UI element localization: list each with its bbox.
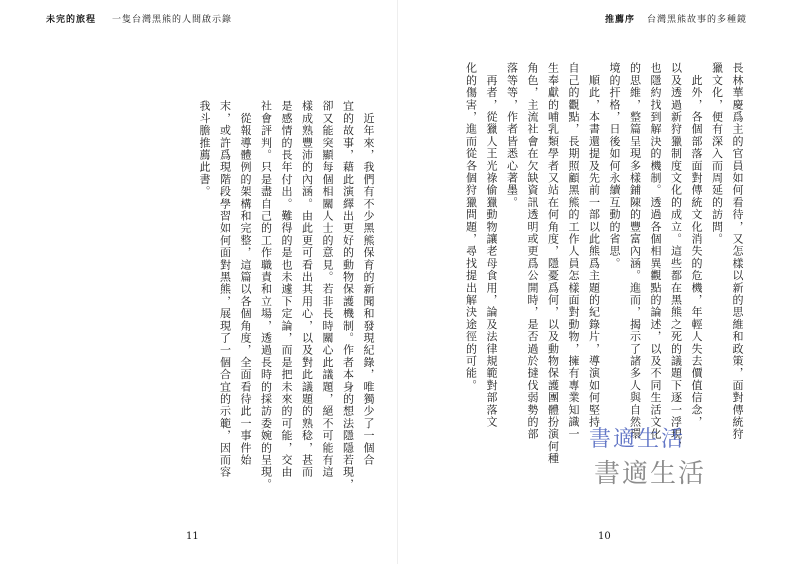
book-subtitle: 一隻台灣黑熊的人間啟示錄: [112, 15, 233, 25]
section-title: 台灣黑熊故事的多種鏡: [646, 15, 747, 25]
page-number-left: 11: [186, 531, 199, 542]
right-page-body: 長林華慶爲主的官員如何看待，又怎樣以新的思維和政策，面對傳統狩 獵文化，便有深入而周延的訪問。 此外，各個部落面對傳統文化消失的危機，年輕人失去價值信念， 以及透過新狩獵制度文化的成立。這些都在黑熊之死的議題下逐一浮現， 也隱約找到解決的機制。透過各個相異觀點的論述，以及不同生活文化 的思維，整篇呈現多樣鋪陳的豐富內涵。進而，揭示了諸多人與自然環 境的扞格，日後如何永續互動的省思。 順此，本書還提及先前一部以此熊爲主題的紀錄片，導演如何堅持 自己的觀點，長期照顧黑熊的工作人員怎樣面對動物，擁有專業知識一 生奉獻的哺乳類學者又站在何角度，隱憂爲何，以及動物保護團體扮演何種 角色，主流社會在欠缺資訊透明或更爲公開時，是否過於撻伐弱勢的部 落等等，作者皆悉心著墨。 再者，從獵人王光祿偷獵動物讓老母食用，論及法律規範對部落文 化的傷害，進而從各個狩獵問題，尋找提出解決途徑的可能。: [464, 62, 744, 465]
page-number-right: 10: [598, 531, 611, 542]
running-header-left: [46, 12, 232, 25]
page-gutter: [397, 0, 398, 564]
section-label: 推薦序: [604, 15, 635, 25]
left-page-body: 近年來，我們有不少黑熊保育的新聞和發現紀錄，唯獨少了一個合 宜的故事，藉此演繹出更好的動物保護機制。作者本身的想法隱隱若現， 卻又能突顯每個相關人士的意見。若非長時關心此議題，絕不可能有這 樣成熟豐沛的內涵。由此更可看出其用心，以及對此議題的熟稔，甚而 是感情的長年付出。難得的是也未遽下定論，而是把未來的可能，交由 社會評判。只是盡自己的工作職責和立場，透過長時的採訪委婉的呈現。 從報導體例的架構和完整，這篇以各個角度，全面看待此一事件始 末，或許爲現階段學習如何面對黑熊，展現了一個合宜的示範，因而容 我斗膽推薦此書。: [198, 100, 375, 491]
watermark-gray: 書適生活: [594, 459, 707, 489]
running-header-right: [605, 12, 747, 25]
watermark-blue: 書適生活: [589, 427, 686, 452]
book-title: 未完的旅程: [46, 15, 97, 25]
